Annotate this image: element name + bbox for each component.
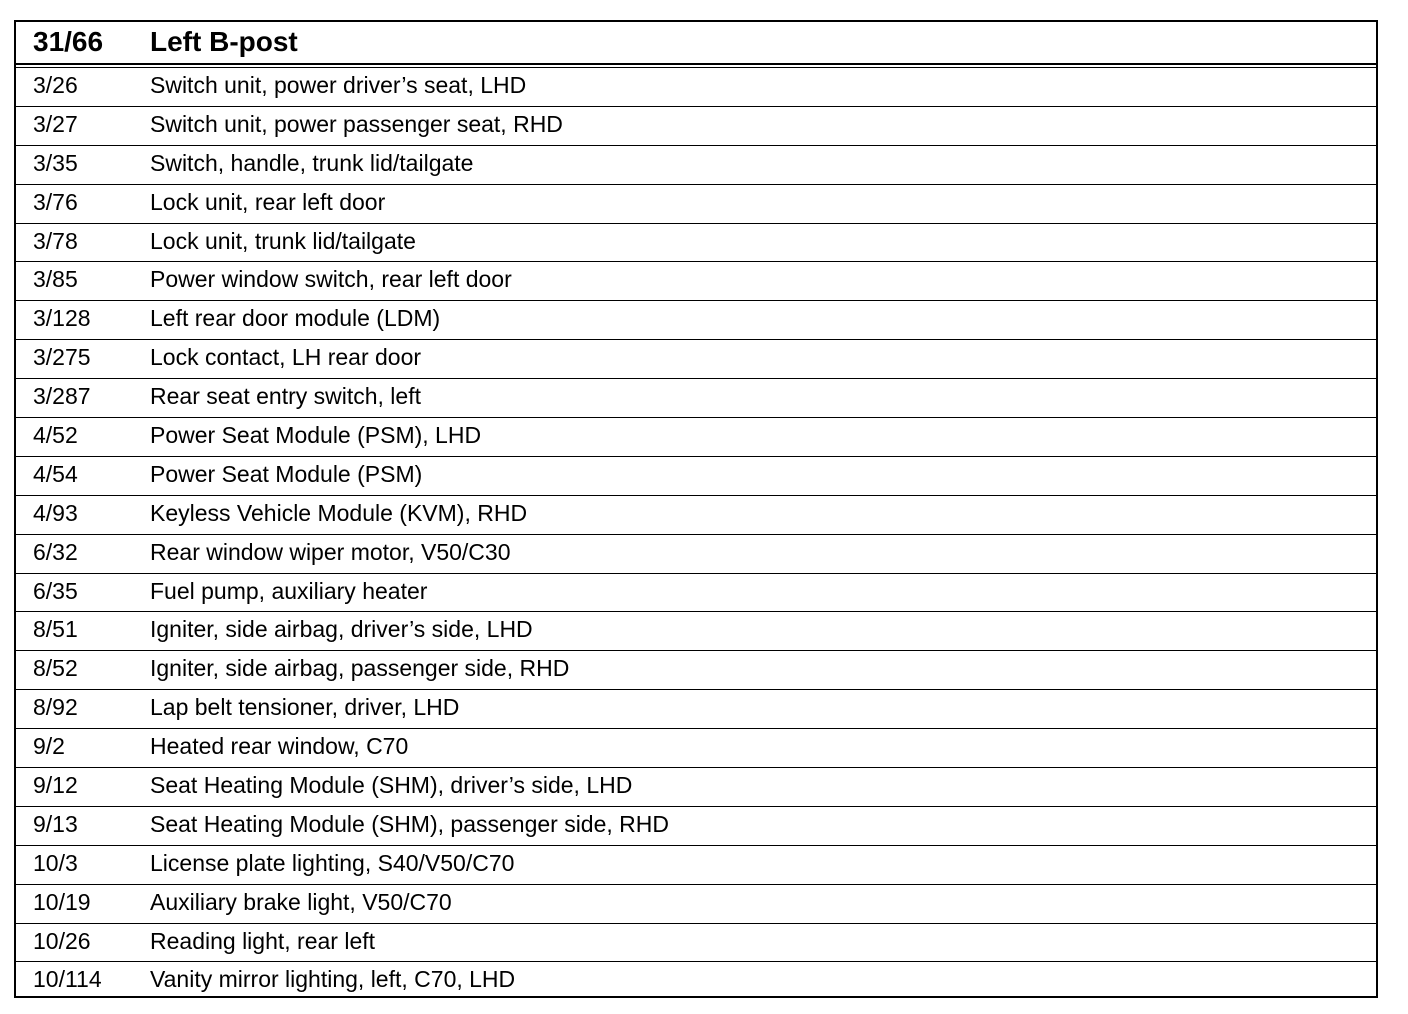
component-description: Vanity mirror lighting, left, C70, LHD (150, 966, 516, 993)
table-row (16, 262, 1376, 301)
table-row (16, 846, 1376, 885)
component-description: Rear window wiper motor, V50/C30 (150, 538, 511, 565)
component-description: Lock contact, LH rear door (150, 344, 422, 371)
table-row (16, 340, 1376, 379)
component-code: 10/19 (33, 888, 91, 915)
component-code: 6/32 (33, 538, 78, 565)
component-description: License plate lighting, S40/V50/C70 (150, 849, 515, 876)
component-code: 8/92 (33, 694, 78, 721)
component-code: 10/114 (33, 966, 102, 993)
table-body (16, 68, 1376, 1001)
component-code: 6/35 (33, 577, 78, 604)
component-code: 8/52 (33, 655, 78, 682)
component-description: Igniter, side airbag, passenger side, RHD (150, 655, 570, 682)
component-description: Lap belt tensioner, driver, LHD (150, 694, 460, 721)
component-description: Rear seat entry switch, left (150, 383, 421, 410)
component-code: 3/128 (33, 305, 91, 332)
table-row (16, 768, 1376, 807)
component-code: 3/35 (33, 149, 78, 176)
component-description: Left rear door module (LDM) (150, 305, 441, 332)
table-row (16, 612, 1376, 651)
table-row (16, 107, 1376, 146)
component-description: Lock unit, rear left door (150, 188, 386, 215)
component-description: Auxiliary brake light, V50/C70 (150, 888, 452, 915)
table-row (16, 535, 1376, 574)
component-description: Power window switch, rear left door (150, 266, 512, 293)
component-code: 3/27 (33, 110, 78, 137)
component-code: 9/13 (33, 810, 78, 837)
component-description: Igniter, side airbag, driver’s side, LHD (150, 616, 533, 643)
component-description: Lock unit, trunk lid/tailgate (150, 227, 416, 254)
header-title: Left B-post (150, 26, 298, 57)
table-row (16, 379, 1376, 418)
component-code: 4/54 (33, 460, 78, 487)
component-code: 3/76 (33, 188, 78, 215)
component-description: Switch unit, power passenger seat, RHD (150, 110, 563, 137)
component-code: 9/2 (33, 733, 65, 760)
component-description: Keyless Vehicle Module (KVM), RHD (150, 499, 528, 526)
component-code: 10/26 (33, 927, 91, 954)
table-row (16, 962, 1376, 1001)
component-code: 3/85 (33, 266, 78, 293)
component-description: Power Seat Module (PSM) (150, 460, 423, 487)
table-row (16, 924, 1376, 963)
table-row (16, 690, 1376, 729)
table-row (16, 146, 1376, 185)
component-code: 3/287 (33, 383, 91, 410)
component-description: Seat Heating Module (SHM), driver’s side, LHD (150, 772, 633, 799)
component-description: Switch unit, power driver’s seat, LHD (150, 72, 527, 98)
component-description: Fuel pump, auxiliary heater (150, 577, 428, 604)
table-row (16, 885, 1376, 924)
table-row (16, 807, 1376, 846)
component-code: 4/93 (33, 499, 78, 526)
component-description: Power Seat Module (PSM), LHD (150, 422, 482, 449)
table-row (16, 418, 1376, 457)
component-code: 4/52 (33, 422, 78, 449)
table-row (16, 496, 1376, 535)
header-code: 31/66 (33, 26, 104, 57)
component-code: 9/12 (33, 772, 78, 799)
table-row (16, 68, 1376, 107)
table-header (16, 22, 1376, 63)
table-row (16, 301, 1376, 340)
component-code: 8/51 (33, 616, 78, 643)
component-code: 3/275 (33, 344, 91, 371)
component-description: Heated rear window, C70 (150, 733, 409, 760)
component-description: Reading light, rear left (150, 927, 376, 954)
component-description: Switch, handle, trunk lid/tailgate (150, 149, 474, 176)
component-code: 3/78 (33, 227, 78, 254)
component-description: Seat Heating Module (SHM), passenger side, RHD (150, 810, 670, 837)
table-row (16, 185, 1376, 224)
table-row (16, 457, 1376, 496)
component-code: 3/26 (33, 72, 78, 98)
table-row (16, 729, 1376, 768)
table-row (16, 574, 1376, 613)
table-row (16, 651, 1376, 690)
component-table (14, 20, 1378, 998)
table-row (16, 224, 1376, 263)
component-code: 10/3 (33, 849, 78, 876)
